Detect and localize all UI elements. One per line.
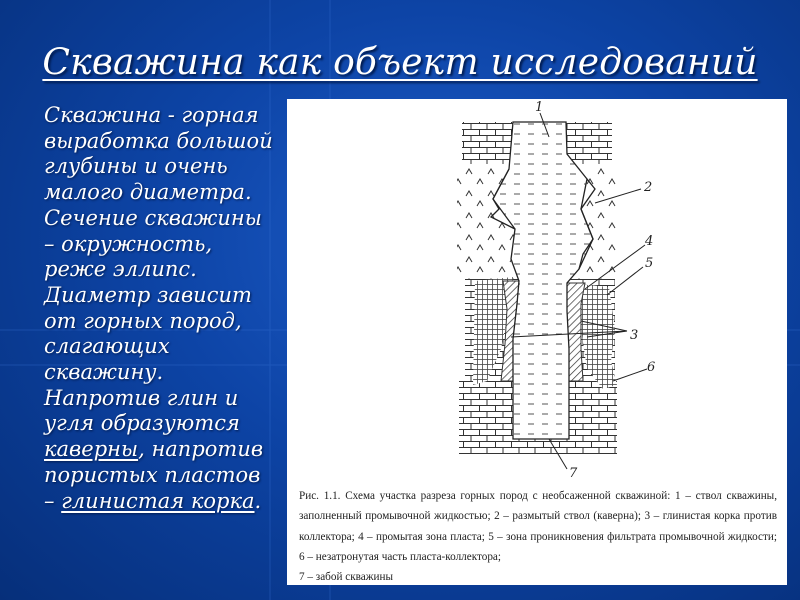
body-text-part: , напротив пористых пластов – bbox=[44, 437, 264, 513]
caption-text: Рис. 1.1. Схема участка разреза горных пород с необсаженной скважиной: 1 – ствол скважины, заполненный промывочной жидкостью; 2 – размытый ствол (каверна); 3 – глинистая корка против коллектора; 4 – промытая зона пласта; 5 – зона проникновения фильтрата промывочной жидкости; 6 – незатронутая часть пласта-коллектора; bbox=[299, 490, 777, 563]
label-2: 2 bbox=[644, 180, 653, 195]
label-7: 7 bbox=[569, 466, 578, 481]
caption-last-line: 7 – забой скважины bbox=[299, 571, 393, 584]
body-text-part: . bbox=[254, 488, 262, 513]
label-4: 4 bbox=[645, 234, 654, 249]
label-6: 6 bbox=[647, 360, 656, 375]
slide-body-text bbox=[44, 103, 276, 514]
label-3: 3 bbox=[630, 328, 639, 343]
link-kaverny[interactable]: каверны bbox=[44, 437, 139, 462]
borehole-figure bbox=[287, 99, 787, 585]
figure-caption bbox=[299, 486, 777, 587]
slide-title: Скважина как объект исследований bbox=[42, 42, 758, 83]
label-5: 5 bbox=[645, 256, 654, 271]
body-text-part: Скважина - горная выработка большой глубины и очень малого диаметра. Сечение скважины – окружность, реже эллипс. Диаметр зависит от горных пород, слагающих скважину. Напротив глин и угля образуются bbox=[44, 103, 273, 436]
label-1: 1 bbox=[535, 100, 544, 115]
link-glinistaya-korka[interactable]: глинистая корка bbox=[61, 488, 255, 513]
